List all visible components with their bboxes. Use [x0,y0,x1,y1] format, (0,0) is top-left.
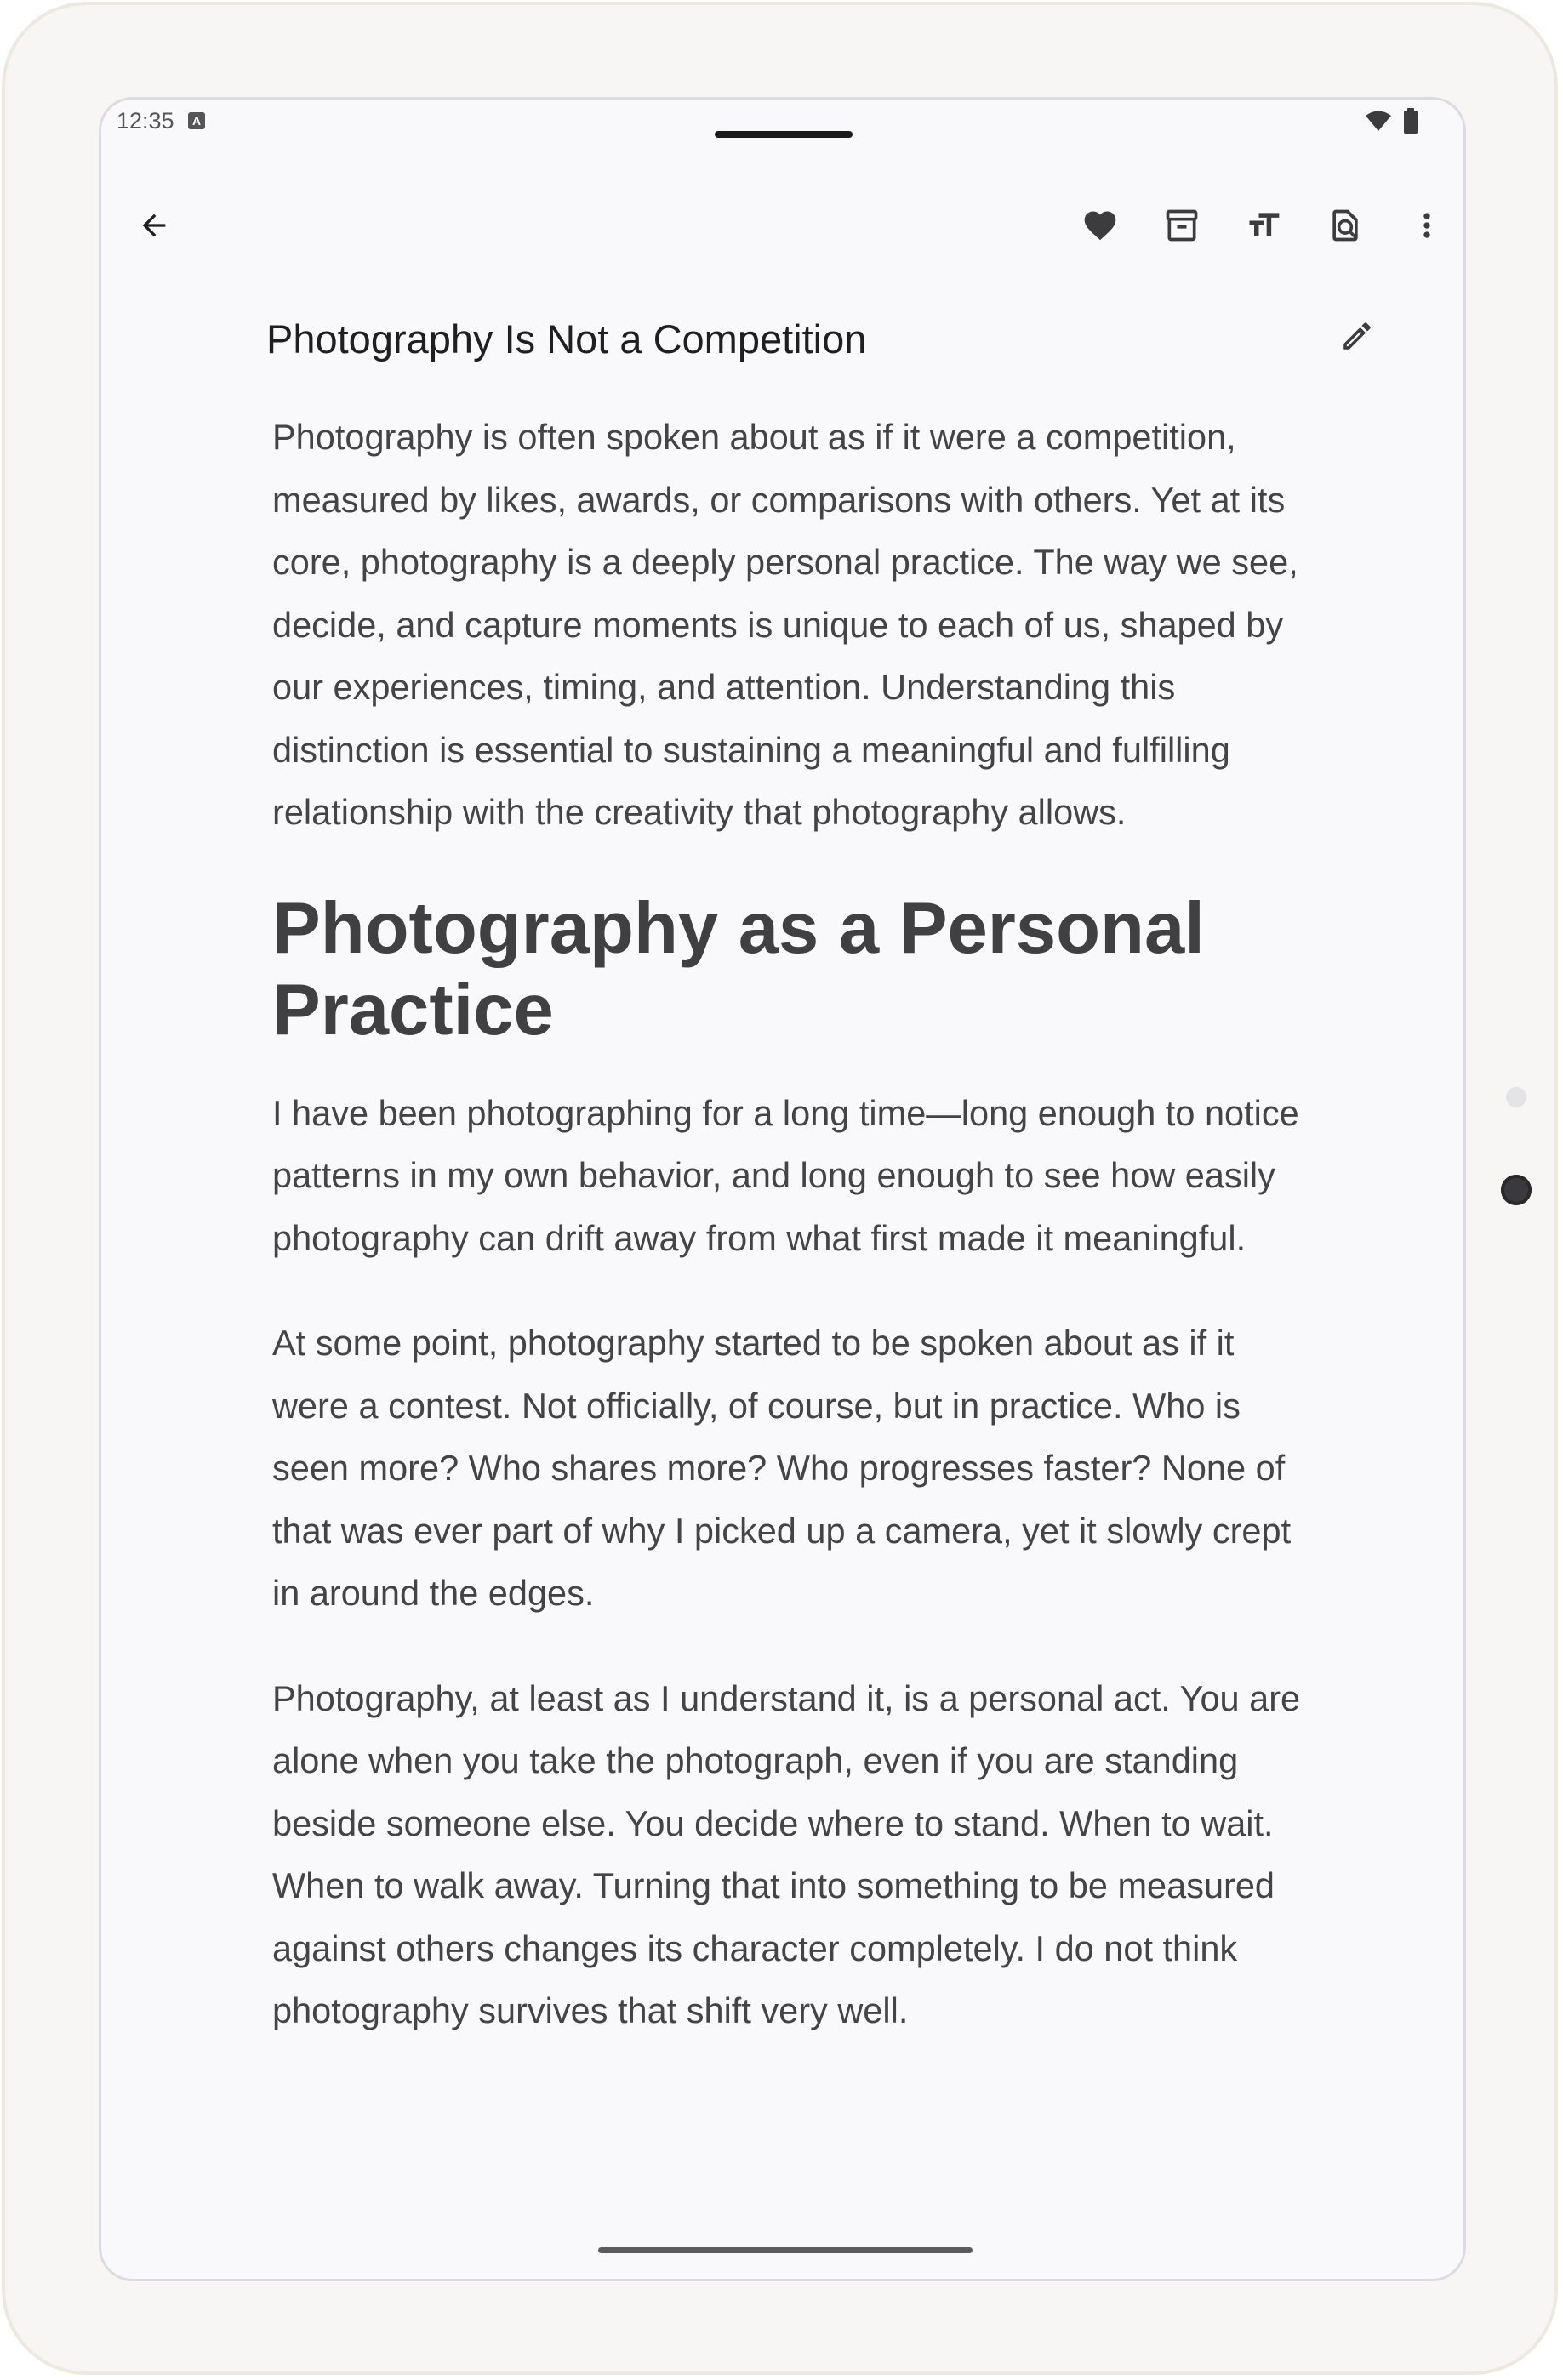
pencil-icon [1339,318,1375,354]
archive-icon [1163,207,1201,244]
body-paragraph-2: At some point, photography started to be spoken about as if it were a contest. Not officially, of course, but in practice. Who is seen more? Who shares more? Who progresses faster? None of that was ever part of why I picked up a camera, yet it slowly crept in around the edges. [272,1323,1292,1613]
more-options-button[interactable] [1393,191,1461,259]
favorite-button[interactable] [1066,191,1134,259]
section-heading: Photography as a Personal Practice [272,887,1205,1051]
edit-button[interactable] [1325,304,1389,368]
wifi-icon [1365,110,1392,132]
status-time: 12:35 [117,108,174,134]
find-in-page-icon [1326,207,1364,244]
note-title-row [266,304,1389,372]
heart-icon [1081,207,1119,244]
more-vert-icon [1408,207,1446,244]
side-sensor-dot [1506,1087,1526,1107]
body-paragraph-3: Photography, at least as I understand it, is a personal act. You are alone when you take the photograph, even if you are standing beside someone else. You decide where to stand. When to wait. When to walk away. Turning that into something to be measured against others changes its character completely. I do not think photography survives that shift very well. [272,1677,1301,2030]
back-button[interactable] [120,191,188,259]
note-title: Photography Is Not a Competition [266,316,867,362]
camera-notch [715,131,853,138]
archive-button[interactable] [1148,191,1216,259]
screen [99,97,1466,2281]
side-camera-dot [1501,1175,1532,1205]
text-size-icon [1245,207,1282,244]
intro-paragraph: Photography is often spoken about as if it were a competition, measured by likes, awards, or comparisons with others. Yet at its core, photography is a deeply personal practice. The way we see, decide, and capture moments is unique to each of us, shaped by our experiences, timing, and attention. Understanding this distinction is essential to sustaining a meaningful and fulfilling relationship with the creativity that photography allows. [272,417,1298,832]
a-letter-icon: A [188,112,205,129]
battery-icon [1403,108,1418,134]
find-in-page-button[interactable] [1311,191,1379,259]
body-paragraph-1: I have been photographing for a long time—long enough to notice patterns in my own behavior, and long enough to see how easily photography can drift away from what first made it meaningful. [272,1092,1299,1258]
arrow-back-icon [137,208,171,242]
text-size-button[interactable] [1229,191,1298,259]
note-body [272,406,1315,2085]
home-indicator[interactable] [598,2247,973,2253]
